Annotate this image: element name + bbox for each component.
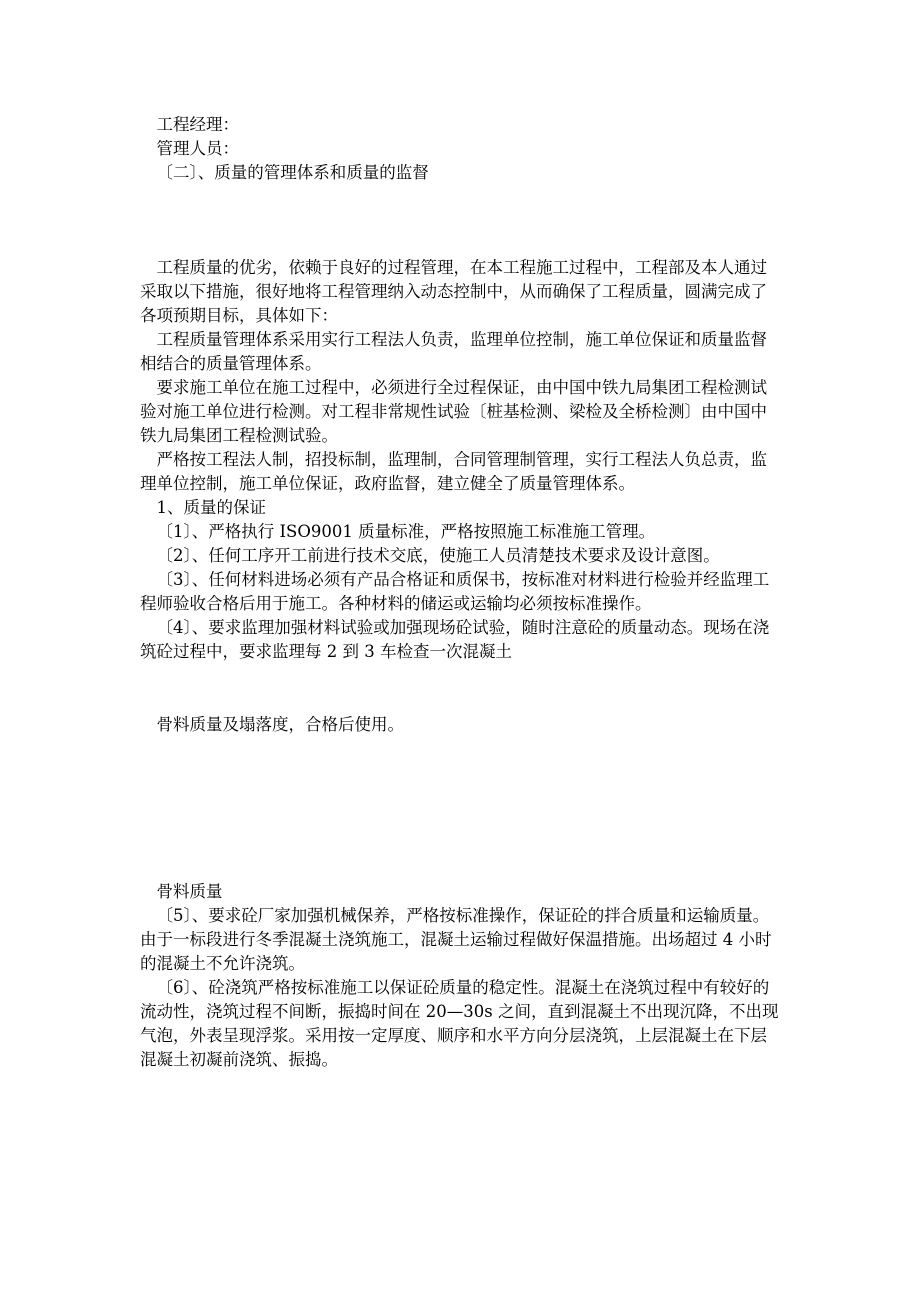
- lower-block: [140, 880, 780, 1072]
- list-item-1: 〔1〕、严格执行 ISO9001 质量标准，严格按照施工标准施工管理。: [156, 522, 656, 541]
- list-item-6: 〔6〕、砼浇筑严格按标准施工以保证砼质量的稳定性。混凝土在浇筑过程中有较好的流动性，浇筑过程不间断，振捣时间在 20—30s 之间，直到混凝土不出现沉降，不出现气泡，外表呈现浮浆。采用按一定厚度、顺序和水平方向分层浇筑，上层混凝土在下层混凝土初凝前浇筑、振捣。: [140, 978, 779, 1069]
- heading-quality-assurance: 1、质量的保证: [156, 498, 266, 517]
- list-item-2: 〔2〕、任何工序开工前进行技术交底，使施工人员清楚技术要求及设计意图。: [156, 546, 720, 565]
- list-item-4: 〔4〕、要求监理加强材料试验或加强现场砼试验，随时注意砼的质量动态。现场在浇筑砼过程中，要求监理每 2 到 3 车检查一次混凝土: [140, 618, 770, 661]
- header-block: [140, 113, 780, 185]
- management-staff-line: 管理人员：: [156, 139, 239, 158]
- paragraph-legal: 严格按工程法人制，招投标制，监理制，合同管理制管理，实行工程法人负总责，监理单位控制，施工单位保证，政府监督，建立健全了质量管理体系。: [140, 450, 767, 493]
- list-item-5: 〔5〕、要求砼厂家加强机械保养，严格按标准操作，保证砼的拌合质量和运输质量。由于一标段进行冬季混凝土浇筑施工，混凝土运输过程做好保温措施。出场超过 4 小时的混凝土不允许浇筑。: [140, 906, 772, 973]
- continuation-block: [140, 713, 780, 737]
- continuation-line: 骨料质量及塌落度，合格后使用。: [156, 715, 404, 734]
- paragraph-intro: 工程质量的优劣，依赖于良好的过程管理，在本工程施工过程中，工程部及本人通过采取以下措施，很好地将工程管理纳入动态控制中，从而确保了工程质量，圆满完成了各项预期目标，具体如下：: [140, 258, 767, 325]
- paragraph-testing: 要求施工单位在施工过程中，必须进行全过程保证，由中国中铁九局集团工程检测试验对施工单位进行检测。对工程非常规性试验〔桩基检测、梁检及全桥检测〕由中国中铁九局集团工程检测试验。: [140, 378, 767, 445]
- list-item-3: 〔3〕、任何材料进场必须有产品合格证和质保书，按标准对材料进行检验并经监理工程师验收合格后用于施工。各种材料的储运或运输均必须按标准操作。: [140, 570, 770, 613]
- paragraph-system: 工程质量管理体系采用实行工程法人负责，监理单位控制，施工单位保证和质量监督相结合的质量管理体系。: [140, 330, 767, 373]
- project-manager-line: 工程经理：: [156, 115, 239, 134]
- heading-aggregate-quality: 骨料质量: [156, 882, 223, 901]
- main-body: [140, 256, 780, 664]
- section-title: 〔二〕、质量的管理体系和质量的监督: [156, 163, 429, 182]
